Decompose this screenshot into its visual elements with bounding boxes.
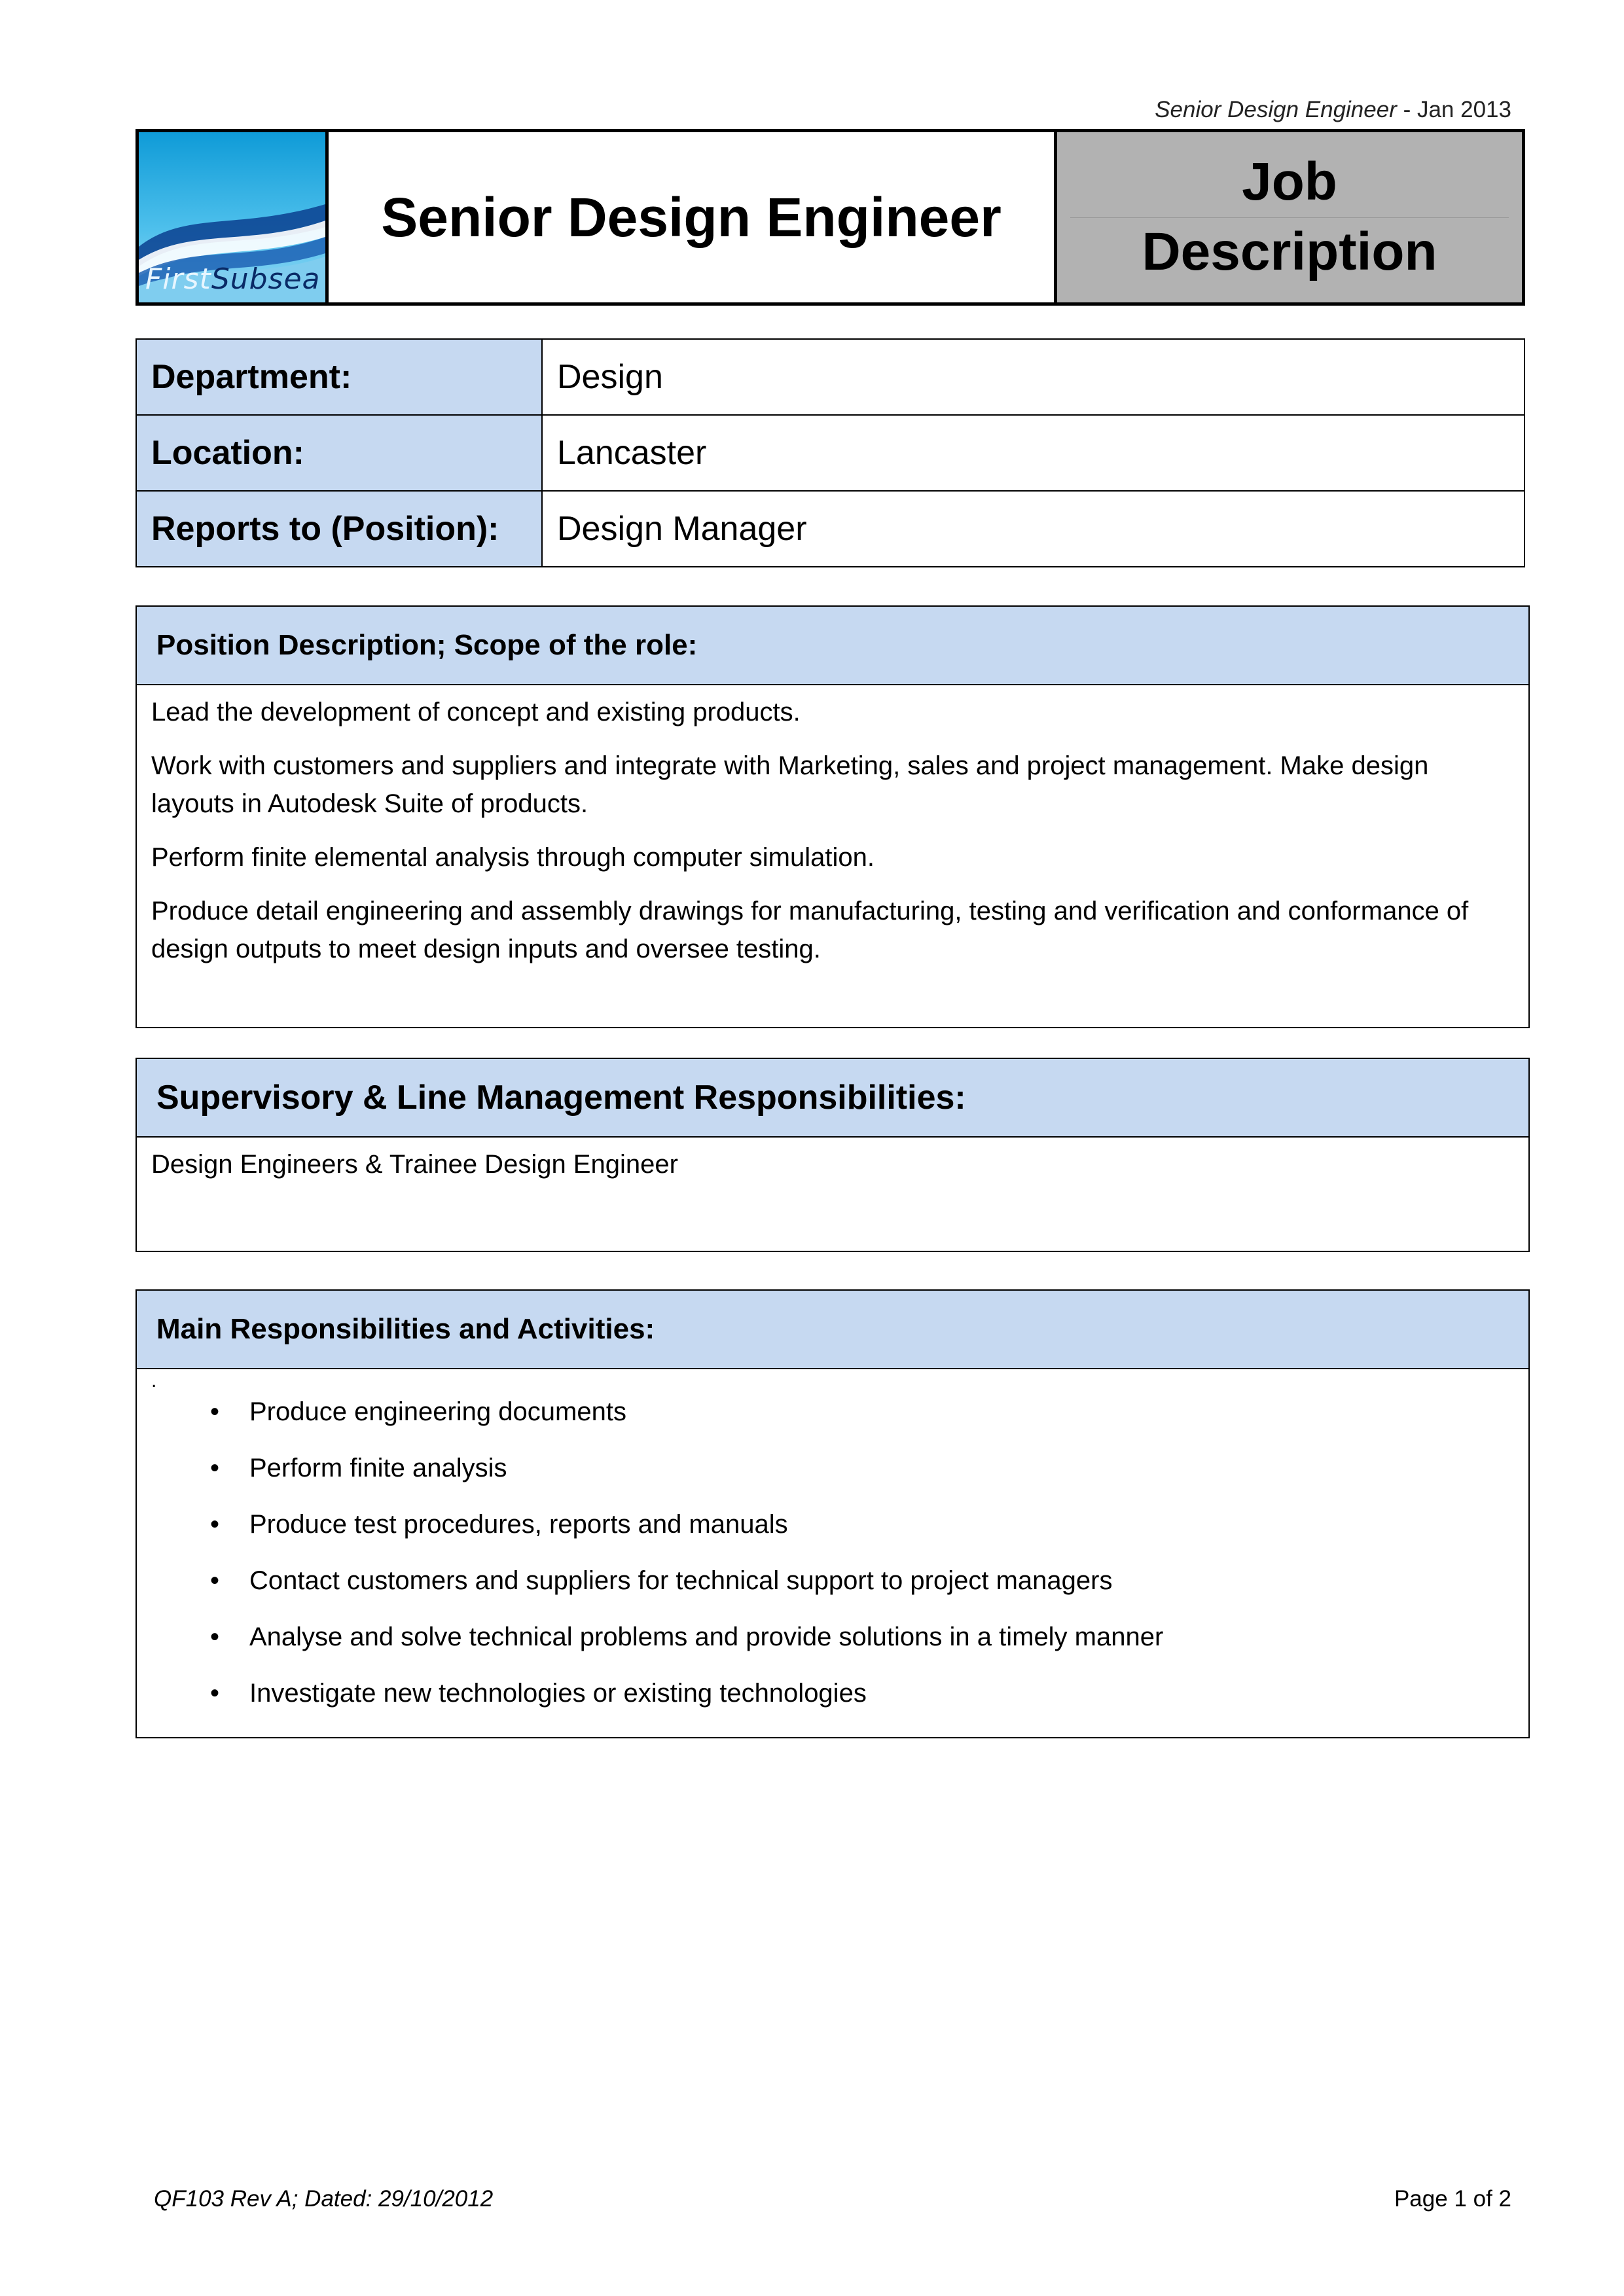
- logo-subsea: Subsea: [211, 262, 321, 296]
- bullet-icon: •: [210, 1454, 220, 1482]
- location-value: Lancaster: [542, 415, 1525, 491]
- document-reference-date: Jan 2013: [1416, 97, 1511, 122]
- document-type-divider: [1070, 217, 1509, 218]
- info-row-location: [136, 415, 1525, 491]
- list-item: [151, 1562, 1514, 1600]
- list-item: [151, 1505, 1514, 1543]
- document-type-line2: Description: [1142, 222, 1437, 281]
- list-item: [151, 1618, 1514, 1656]
- document-reference-separator: -: [1396, 97, 1417, 122]
- bullet-icon: •: [210, 1566, 220, 1595]
- list-item-text: Analyse and solve technical problems and provide solutions in a timely manner: [249, 1623, 1164, 1651]
- reports-to-value: Design Manager: [542, 491, 1525, 567]
- company-logo-text: [145, 262, 321, 296]
- department-value: Design: [542, 339, 1525, 415]
- list-item-text: Produce engineering documents: [249, 1397, 626, 1426]
- leading-mark: .: [151, 1370, 157, 1391]
- document-type: [1057, 132, 1522, 302]
- supervisory-section: [135, 1058, 1530, 1252]
- bullet-icon: •: [210, 1679, 220, 1708]
- list-item-text: Investigate new technologies or existing technologies: [249, 1679, 867, 1708]
- document-reference: [1155, 97, 1511, 123]
- list-item-text: Contact customers and suppliers for technical support to project managers: [249, 1566, 1113, 1595]
- main-responsibilities-section: [135, 1289, 1530, 1738]
- main-responsibilities-body: [137, 1369, 1528, 1738]
- job-info-table: [135, 338, 1525, 567]
- position-paragraph: Work with customers and suppliers and integrate with Marketing, sales and project management. Make design layouts in Autodesk Suite of products.: [151, 751, 1429, 818]
- logo-first: First: [145, 262, 211, 296]
- company-logo: [139, 132, 329, 302]
- bullet-icon: •: [210, 1623, 220, 1651]
- document-type-line1: Job: [1242, 152, 1337, 212]
- position-paragraph: Lead the development of concept and existing products.: [151, 698, 801, 726]
- position-paragraph: Perform finite elemental analysis through computer simulation.: [151, 843, 875, 872]
- position-description-body: [137, 685, 1528, 992]
- info-row-department: [136, 339, 1525, 415]
- list-item: [151, 1674, 1514, 1712]
- job-title: Senior Design Engineer: [329, 132, 1057, 302]
- department-label: Department:: [136, 339, 542, 415]
- supervisory-text: Design Engineers & Trainee Design Engineer: [151, 1150, 678, 1179]
- position-description-heading: Position Description; Scope of the role:: [137, 607, 1528, 685]
- supervisory-body: [137, 1138, 1528, 1207]
- bullet-icon: •: [210, 1397, 220, 1426]
- bullet-icon: •: [210, 1510, 220, 1539]
- responsibilities-list: [151, 1393, 1514, 1712]
- info-row-reports-to: [136, 491, 1525, 567]
- location-label: Location:: [136, 415, 542, 491]
- position-paragraph: Produce detail engineering and assembly drawings for manufacturing, testing and verification and conformance of design outputs to meet design inputs and oversee testing.: [151, 897, 1469, 963]
- footer-page-number: Page 1 of 2: [1394, 2186, 1511, 2212]
- list-item: [151, 1393, 1514, 1431]
- main-responsibilities-heading: Main Responsibilities and Activities:: [137, 1291, 1528, 1369]
- list-item-text: Perform finite analysis: [249, 1454, 507, 1482]
- title-block: [135, 129, 1525, 306]
- list-item-text: Produce test procedures, reports and manuals: [249, 1510, 788, 1539]
- footer-revision: QF103 Rev A; Dated: 29/10/2012: [154, 2186, 494, 2212]
- position-description-section: [135, 605, 1530, 1028]
- document-reference-title: Senior Design Engineer: [1155, 97, 1397, 122]
- supervisory-heading: Supervisory & Line Management Responsibilities:: [137, 1059, 1528, 1138]
- reports-to-label: Reports to (Position):: [136, 491, 542, 567]
- list-item: [151, 1449, 1514, 1487]
